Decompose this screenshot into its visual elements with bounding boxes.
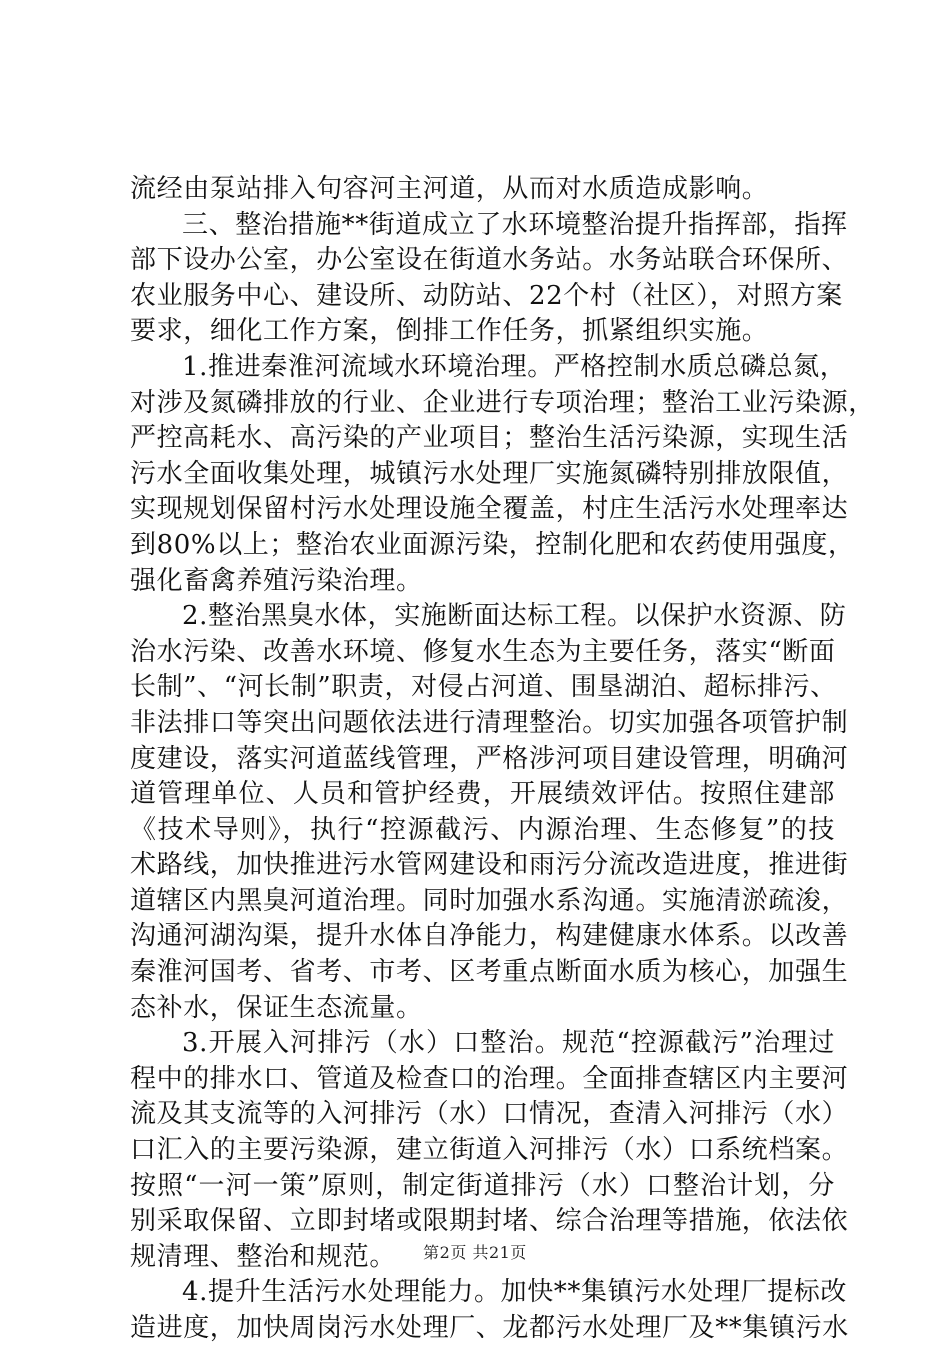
text-line: 3.开展入河排污（水）口整治。规范“控源截污”治理过 [182,1028,835,1059]
text-line: 沟通河湖沟渠，提升水体自净能力，构建健康水体系。以改善 [130,921,849,952]
text-line: 非法排口等突出问题依法进行清理整治。切实加强各项管护制 [130,707,849,738]
text-line: 强化畜禽养殖污染治理。 [130,565,423,596]
text-line: 态补水，保证生态流量。 [130,992,423,1023]
text-line: 2.整治黑臭水体，实施断面达标工程。以保护水资源、防 [182,601,847,632]
text-line: 按照“一河一策”原则，制定街道排污（水）口整治计划，分 [130,1170,835,1201]
text-line: 1.推进秦淮河流域水环境治理。严格控制水质总磷总氮， [182,351,847,382]
text-line: 严控高耗水、高污染的产业项目；整治生活污染源，实现生活 [130,423,849,454]
text-line: 三、整治措施**街道成立了水环境整治提升指挥部，指挥 [182,209,848,240]
text-line: 4.提升生活污水处理能力。加快**集镇污水处理厂提标改 [182,1277,848,1308]
text-line: 农业服务中心、建设所、动防站、22个村（社区），对照方案 [130,280,843,311]
text-line: 造进度，加快周岗污水处理厂、龙都污水处理厂及**集镇污水 [130,1313,849,1343]
text-line: 污水全面收集处理，城镇污水处理厂实施氮磷特别排放限值， [130,458,849,489]
text-line: 长制”、“河长制”职责，对侵占河道、围垦湖泊、超标排污、 [130,672,837,703]
text-line: 道辖区内黑臭河道治理。同时加强水系沟通。实施清淤疏浚， [130,885,849,916]
page-footer: 第2页 共21页 [423,1243,527,1262]
text-line: 部下设办公室，办公室设在街道水务站。水务站联合环保所、 [130,245,849,276]
text-line: 口汇入的主要污染源，建立街道入河排污（水）口系统档案。 [130,1135,849,1166]
text-line: 到80%以上；整治农业面源污染，控制化肥和农药使用强度， [130,529,855,560]
text-line: 秦淮河国考、省考、市考、区考重点断面水质为核心，加强生 [130,957,849,988]
text-line: 治水污染、改善水环境、修复水生态为主要任务，落实“断面 [130,636,836,667]
text-line: 术路线，加快推进污水管网建设和雨污分流改造进度，推进街 [130,850,849,881]
text-line: 实现规划保留村污水处理设施全覆盖，村庄生活污水处理率达 [130,494,849,525]
text-line: 规清理、整治和规范。 [130,1241,397,1272]
text-line: 要求，细化工作方案，倒排工作任务，抓紧组织实施。 [130,316,769,347]
text-line: 别采取保留、立即封堵或限期封堵、综合治理等措施，依法依 [130,1206,849,1237]
text-line: 度建设，落实河道蓝线管理，严格涉河项目建设管理，明确河 [130,743,849,774]
body-text [130,172,875,1347]
text-line: 流及其支流等的入河排污（水）口情况，查清入河排污（水） [130,1099,849,1130]
text-line: 对涉及氮磷排放的行业、企业进行专项治理；整治工业污染源， [130,387,875,418]
text-line: 道管理单位、人员和管护经费，开展绩效评估。按照住建部 [130,779,835,810]
text-line: 《技术导则》，执行“控源截污、内源治理、生态修复”的技 [130,814,835,845]
text-line: 程中的排水口、管道及检查口的治理。全面排查辖区内主要河 [130,1063,849,1094]
text-line: 流经由泵站排入句容河主河道，从而对水质造成影响。 [130,174,769,204]
